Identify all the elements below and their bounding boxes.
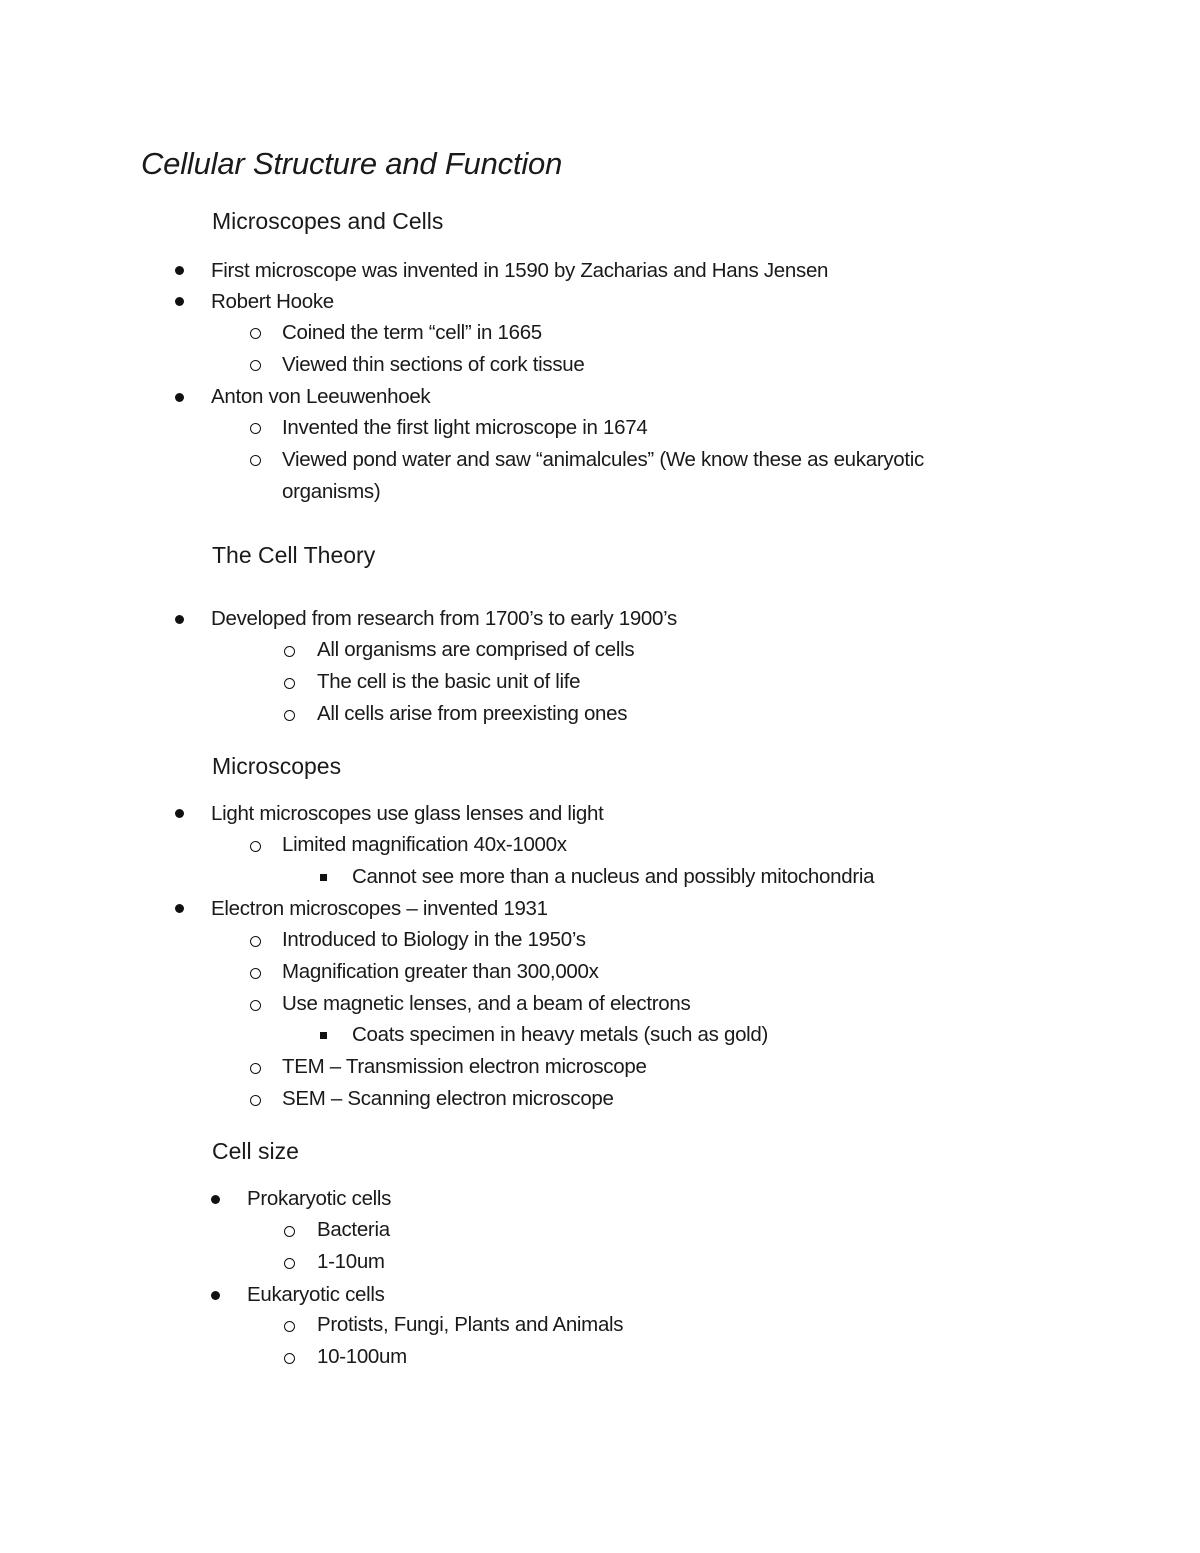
bullet-marker [175,809,184,818]
circle-marker [250,423,261,434]
list-item: Bacteria [317,1218,390,1241]
list-item: Light microscopes use glass lenses and light [211,802,604,825]
circle-marker [250,936,261,947]
list-item: Viewed pond water and saw “animalcules” (We know these as eukaryotic [282,448,925,471]
list-item: Limited magnification 40x-1000x [282,833,567,856]
bullet-marker [175,297,184,306]
list-item: Prokaryotic cells [247,1187,392,1210]
list-item: Developed from research from 1700’s to early 1900’s [211,607,677,630]
bullet-marker [175,615,184,624]
bullet-marker [175,904,184,913]
circle-marker [250,1000,261,1011]
list-item: Coined the term “cell” in 1665 [282,321,542,344]
section-heading-cell-theory: The Cell Theory [212,542,376,568]
circle-marker [250,1095,261,1106]
list-item: The cell is the basic unit of life [317,670,581,693]
bullet-marker [175,393,184,402]
circle-marker [284,646,295,657]
list-item: 1-10um [317,1250,385,1273]
square-marker [320,874,327,881]
list-item: Eukaryotic cells [247,1283,385,1306]
circle-marker [250,328,261,339]
section-heading-microscopes-and-cells: Microscopes and Cells [212,208,444,234]
list-item: Viewed thin sections of cork tissue [282,353,585,376]
circle-marker [250,968,261,979]
list-item: Magnification greater than 300,000x [282,960,599,983]
list-item: Cannot see more than a nucleus and possibly mitochondria [352,865,875,888]
circle-marker [250,841,261,852]
circle-marker [250,360,261,371]
circle-marker [284,1258,295,1269]
list-item-continuation: organisms) [282,480,381,503]
list-item: Electron microscopes – invented 1931 [211,897,548,920]
list-item: SEM – Scanning electron microscope [282,1087,614,1110]
list-item: First microscope was invented in 1590 by Zacharias and Hans Jensen [211,259,829,282]
square-marker [320,1032,327,1039]
list-item: Use magnetic lenses, and a beam of electrons [282,992,691,1015]
circle-marker [250,455,261,466]
circle-marker [284,1226,295,1237]
list-item: All organisms are comprised of cells [317,638,635,661]
list-item: Robert Hooke [211,290,334,313]
bullet-marker [211,1195,220,1204]
bullet-marker [175,266,184,275]
list-item: Protists, Fungi, Plants and Animals [317,1313,624,1336]
list-item: TEM – Transmission electron microscope [282,1055,647,1078]
circle-marker [284,710,295,721]
document-title: Cellular Structure and Function [141,146,563,181]
list-item: Introduced to Biology in the 1950’s [282,928,586,951]
bullet-marker [211,1291,220,1300]
section-heading-microscopes: Microscopes [212,753,342,779]
circle-marker [284,1353,295,1364]
list-item: Coats specimen in heavy metals (such as gold) [352,1023,769,1046]
list-item: Anton von Leeuwenhoek [211,385,431,408]
list-item: All cells arise from preexisting ones [317,702,628,725]
section-heading-cell-size: Cell size [212,1138,299,1164]
circle-marker [284,1321,295,1332]
list-item: 10-100um [317,1345,407,1368]
list-item: Invented the first light microscope in 1674 [282,416,648,439]
circle-marker [250,1063,261,1074]
circle-marker [284,678,295,689]
